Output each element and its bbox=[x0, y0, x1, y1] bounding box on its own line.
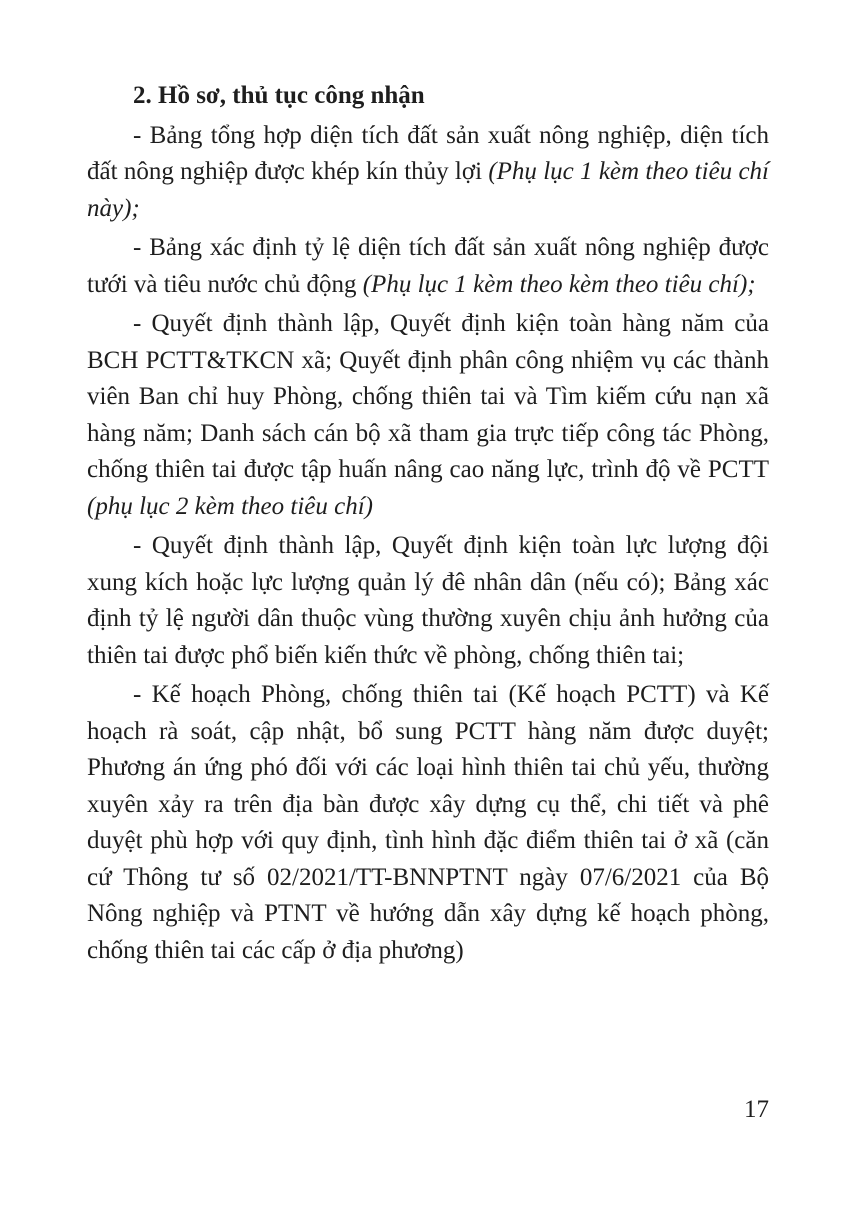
section-heading: 2. Hồ sơ, thủ tục công nhận bbox=[133, 82, 425, 109]
document-page bbox=[87, 78, 769, 972]
appendix-note: (phụ lục 2 kèm theo tiêu chí) bbox=[87, 492, 374, 520]
paragraph-text: - Kế hoạch Phòng, chống thiên tai (Kế hoạch PCTT) và Kế hoạch rà soát, cập nhật, bổ sung PCTT hàng năm được duyệt; Phương án ứng phó đối với các loại hình thiên tai chủ yếu, thường xuyên xảy ra trên địa bàn được xây dựng cụ thể, chi tiết và phê duyệt phù hợp với quy định, tình hình đặc điểm thiên tai ở xã (căn cứ Thông tư số 02/2021/TT-BNNPTNT ngày 07/6/2021 của Bộ Nông nghiệp và PTNT về hướng dẫn xây dựng kế hoạch phòng, chống thiên tai các cấp ở địa phương) bbox=[87, 681, 769, 964]
paragraph-land-summary bbox=[87, 118, 769, 228]
paragraph-disaster-plan bbox=[87, 677, 769, 969]
paragraph-committee-decisions bbox=[87, 306, 769, 525]
appendix-note: (Phụ lục 1 kèm theo kèm theo tiêu chí); bbox=[362, 270, 756, 298]
paragraph-text: - Quyết định thành lập, Quyết định kiện toàn lực lượng đội xung kích hoặc lực lượng quản lý đê nhân dân (nếu có); Bảng xác định tỷ lệ người dân thuộc vùng thường xuyên chịu ảnh hưởng của thiên tai được phổ biến kiến thức về phòng, chống thiên tai; bbox=[87, 532, 769, 669]
paragraph-text: - Bảng tổng hợp diện tích đất sản xuất nông nghiệp, diện tích đất nông nghiệp được khép kín thủy lợi bbox=[87, 121, 769, 185]
paragraph-text: - Bảng xác định tỷ lệ diện tích đất sản xuất nông nghiệp được tưới và tiêu nước chủ động bbox=[87, 234, 769, 298]
paragraph-irrigation-ratio bbox=[87, 230, 769, 303]
appendix-note: (Phụ lục 1 kèm theo tiêu chí này); bbox=[87, 158, 769, 222]
paragraph-shock-force bbox=[87, 528, 769, 674]
page-number: 17 bbox=[744, 1096, 769, 1123]
paragraph-text: - Quyết định thành lập, Quyết định kiện toàn hàng năm của BCH PCTT&TKCN xã; Quyết định phân công nhiệm vụ các thành viên Ban chỉ huy Phòng, chống thiên tai và Tìm kiếm cứu nạn xã hàng năm; Danh sách cán bộ xã tham gia trực tiếp công tác Phòng, chống thiên tai được tập huấn nâng cao năng lực, trình độ về PCTT bbox=[87, 310, 769, 483]
